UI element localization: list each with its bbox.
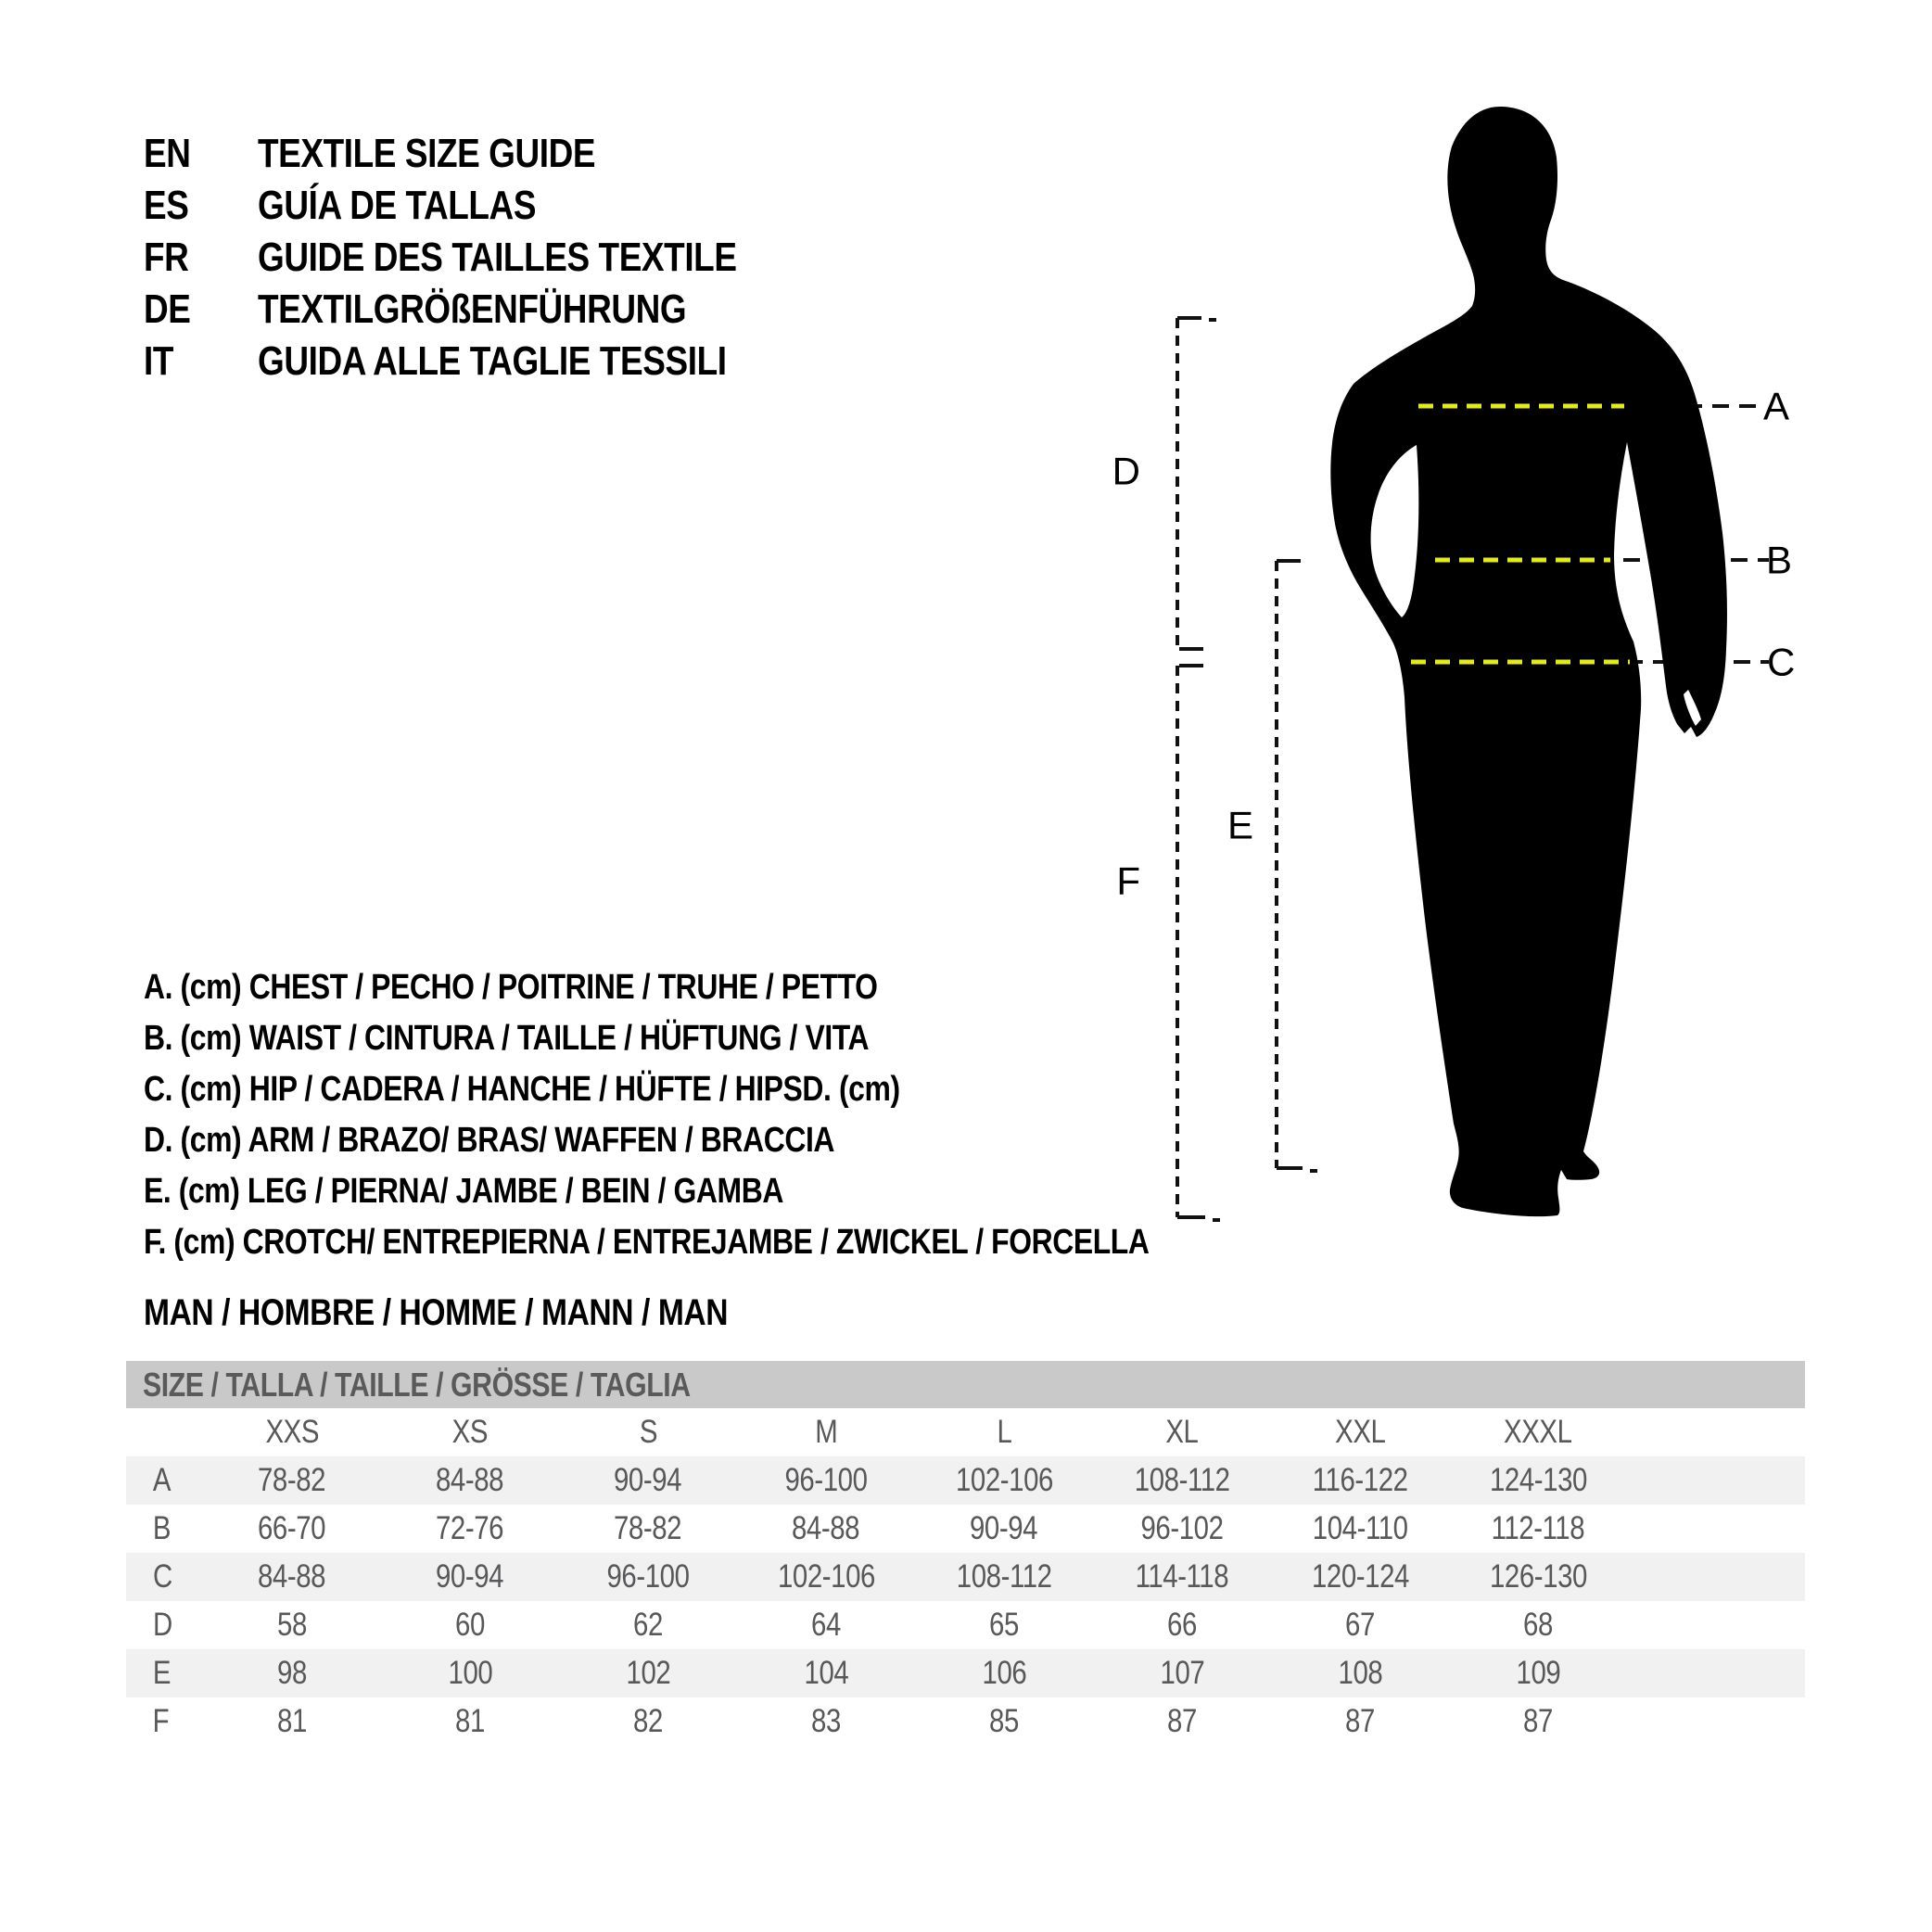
vertical-measure-lines [1177, 318, 1317, 1220]
language-code: EN [144, 131, 191, 176]
size-column: L [997, 1414, 1011, 1450]
row-label: B [152, 1510, 172, 1546]
table-row: F 81 81 82 83 85 87 87 87 [152, 1703, 1553, 1739]
size-table-header-bar: SIZE / TALLA / TAILLE / GRÖSSE / TAGLIA [126, 1361, 1805, 1408]
language-code: IT [144, 338, 174, 384]
hip-label: C [1767, 640, 1796, 684]
size-column: XXS [265, 1414, 319, 1450]
row-label: F [152, 1703, 170, 1739]
guide-title: GUIDA ALLE TAGLIE TESSILI [258, 338, 727, 384]
legend-item: D. (cm) ARM / BRAZO/ BRAS/ WAFFEN / BRACCIA [144, 1121, 835, 1160]
row-label: D [152, 1607, 172, 1643]
size-column: XXL [1334, 1414, 1386, 1450]
waist-label: B [1766, 538, 1793, 582]
arm-label: D [1112, 449, 1140, 493]
guide-title: TEXTILE SIZE GUIDE [258, 131, 596, 176]
table-row: D 58 60 62 64 65 66 67 68 [152, 1607, 1553, 1643]
legend-item: A. (cm) CHEST / PECHO / POITRINE / TRUHE / PETTO [144, 968, 878, 1007]
guide-title: TEXTILGRÖßENFÜHRUNG [258, 286, 687, 332]
row-label: E [152, 1655, 172, 1691]
crotch-label: F [1116, 858, 1140, 903]
row-label: A [152, 1462, 172, 1498]
language-code: DE [144, 286, 191, 332]
size-column: XL [1165, 1414, 1199, 1450]
man-silhouette [1330, 107, 1727, 1216]
legend-item: C. (cm) HIP / CADERA / HANCHE / HÜFTE / HIPSD. (cm) [144, 1070, 900, 1109]
table-row: A 78-82 84-88 90-94 96-100 102-106 108-112 116-122 124-130 [126, 1456, 1805, 1505]
size-column: XS [451, 1414, 489, 1450]
size-column: S [639, 1414, 657, 1450]
legend-item: F. (cm) CROTCH/ ENTREPIERNA / ENTREJAMBE / ZWICKEL / FORCELLA [144, 1223, 1150, 1262]
table-row: C 84-88 90-94 96-100 102-106 108-112 114-118 120-124 126-130 [126, 1553, 1805, 1601]
size-column: M [814, 1414, 838, 1450]
guide-title: GUÍA DE TALLAS [258, 183, 537, 228]
table-row: E 98 100 102 104 106 107 108 109 [126, 1649, 1805, 1697]
leg-label: E [1227, 803, 1253, 847]
table-row: B 66-70 72-76 78-82 84-88 90-94 96-102 104-110 112-118 [152, 1510, 1585, 1546]
size-column: XXXL [1504, 1414, 1572, 1450]
language-code: FR [144, 235, 189, 280]
chest-label: A [1763, 384, 1790, 428]
row-label: C [152, 1558, 172, 1595]
category-line: MAN / HOMBRE / HOMME / MANN / MAN [144, 1291, 729, 1333]
legend-item: B. (cm) WAIST / CINTURA / TAILLE / HÜFTUNG / VITA [144, 1019, 870, 1058]
guide-title: GUIDE DES TAILLES TEXTILE [258, 235, 737, 280]
language-code: ES [144, 183, 189, 228]
legend-item: E. (cm) LEG / PIERNA/ JAMBE / BEIN / GAMBA [144, 1172, 783, 1211]
